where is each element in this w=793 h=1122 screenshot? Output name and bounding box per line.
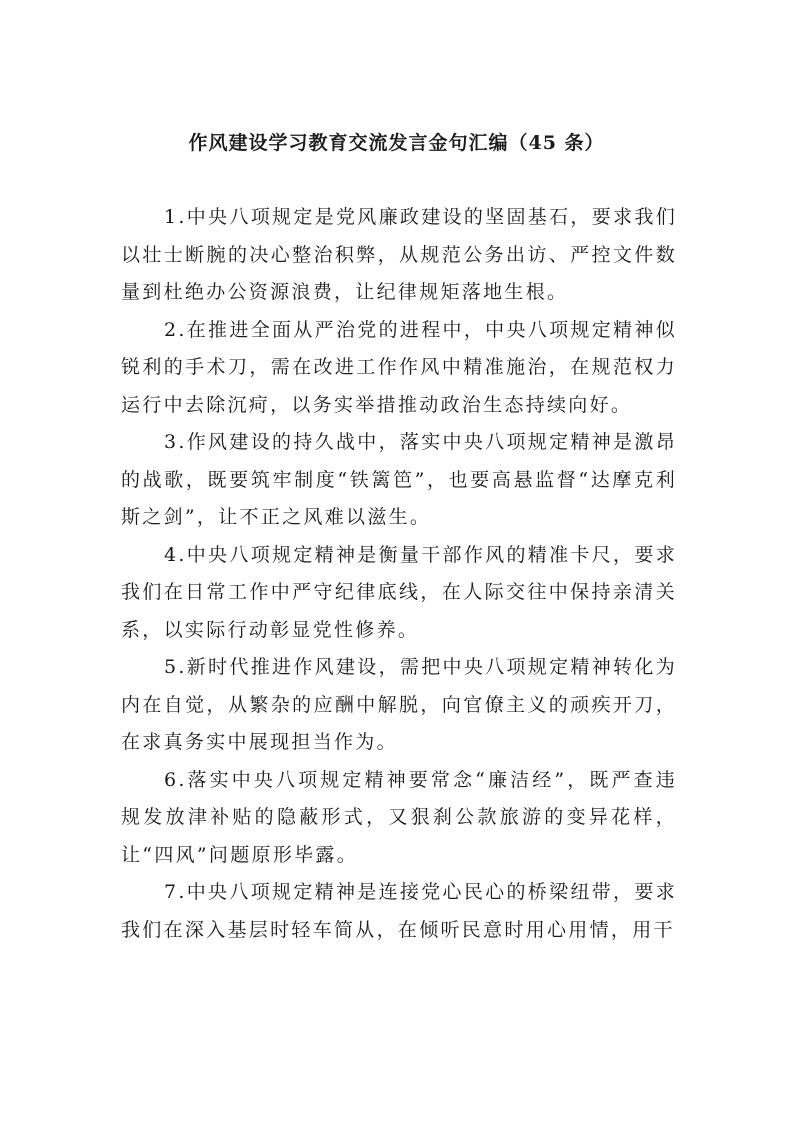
paragraph-4: 4.中央八项规定精神是衡量干部作风的精准卡尺，要求我们在日常工作中严守纪律底线，在人际交往中保持亲清关系，以实际行动彰显党性修养。 bbox=[121, 543, 677, 641]
paragraph-5: 5.新时代推进作风建设，需把中央八项规定精神转化为内在自觉，从繁杂的应酬中解脱，向官僚主义的顽疾开刀，在求真务实中展现担当作为。 bbox=[121, 656, 677, 753]
paragraph-6: 6.落实中央八项规定精神要常念“廉洁经”，既严查违规发放津补贴的隐蔽形式，又狠刹公款旅游的变异花样，让“四风”问题原形毕露。 bbox=[121, 768, 677, 866]
document-title: 作风建设学习教育交流发言金句汇编（45 条） bbox=[188, 132, 605, 154]
document-body bbox=[121, 199, 677, 949]
paragraph-3: 3.作风建设的持久战中，落实中央八项规定精神是激昂的战歌，既要筑牢制度“铁篱笆”，也要高悬监督“达摩克利斯之剑”，让不正之风难以滋生。 bbox=[121, 431, 677, 528]
paragraph-2: 2.在推进全面从严治党的进程中，中央八项规定精神似锐利的手术刀，需在改进工作作风中精准施治，在规范权力运行中去除沉疴，以务实举措推动政治生态持续向好。 bbox=[121, 318, 677, 416]
paragraph-1: 1.中央八项规定是党风廉政建设的坚固基石，要求我们以壮士断腕的决心整治积弊，从规范公务出访、严控文件数量到杜绝办公资源浪费，让纪律规矩落地生根。 bbox=[121, 206, 677, 303]
paragraph-7: 7.中央八项规定精神是连接党心民心的桥梁纽带，要求我们在深入基层时轻车简从，在倾听民意时用心用情，用干 bbox=[121, 881, 677, 941]
